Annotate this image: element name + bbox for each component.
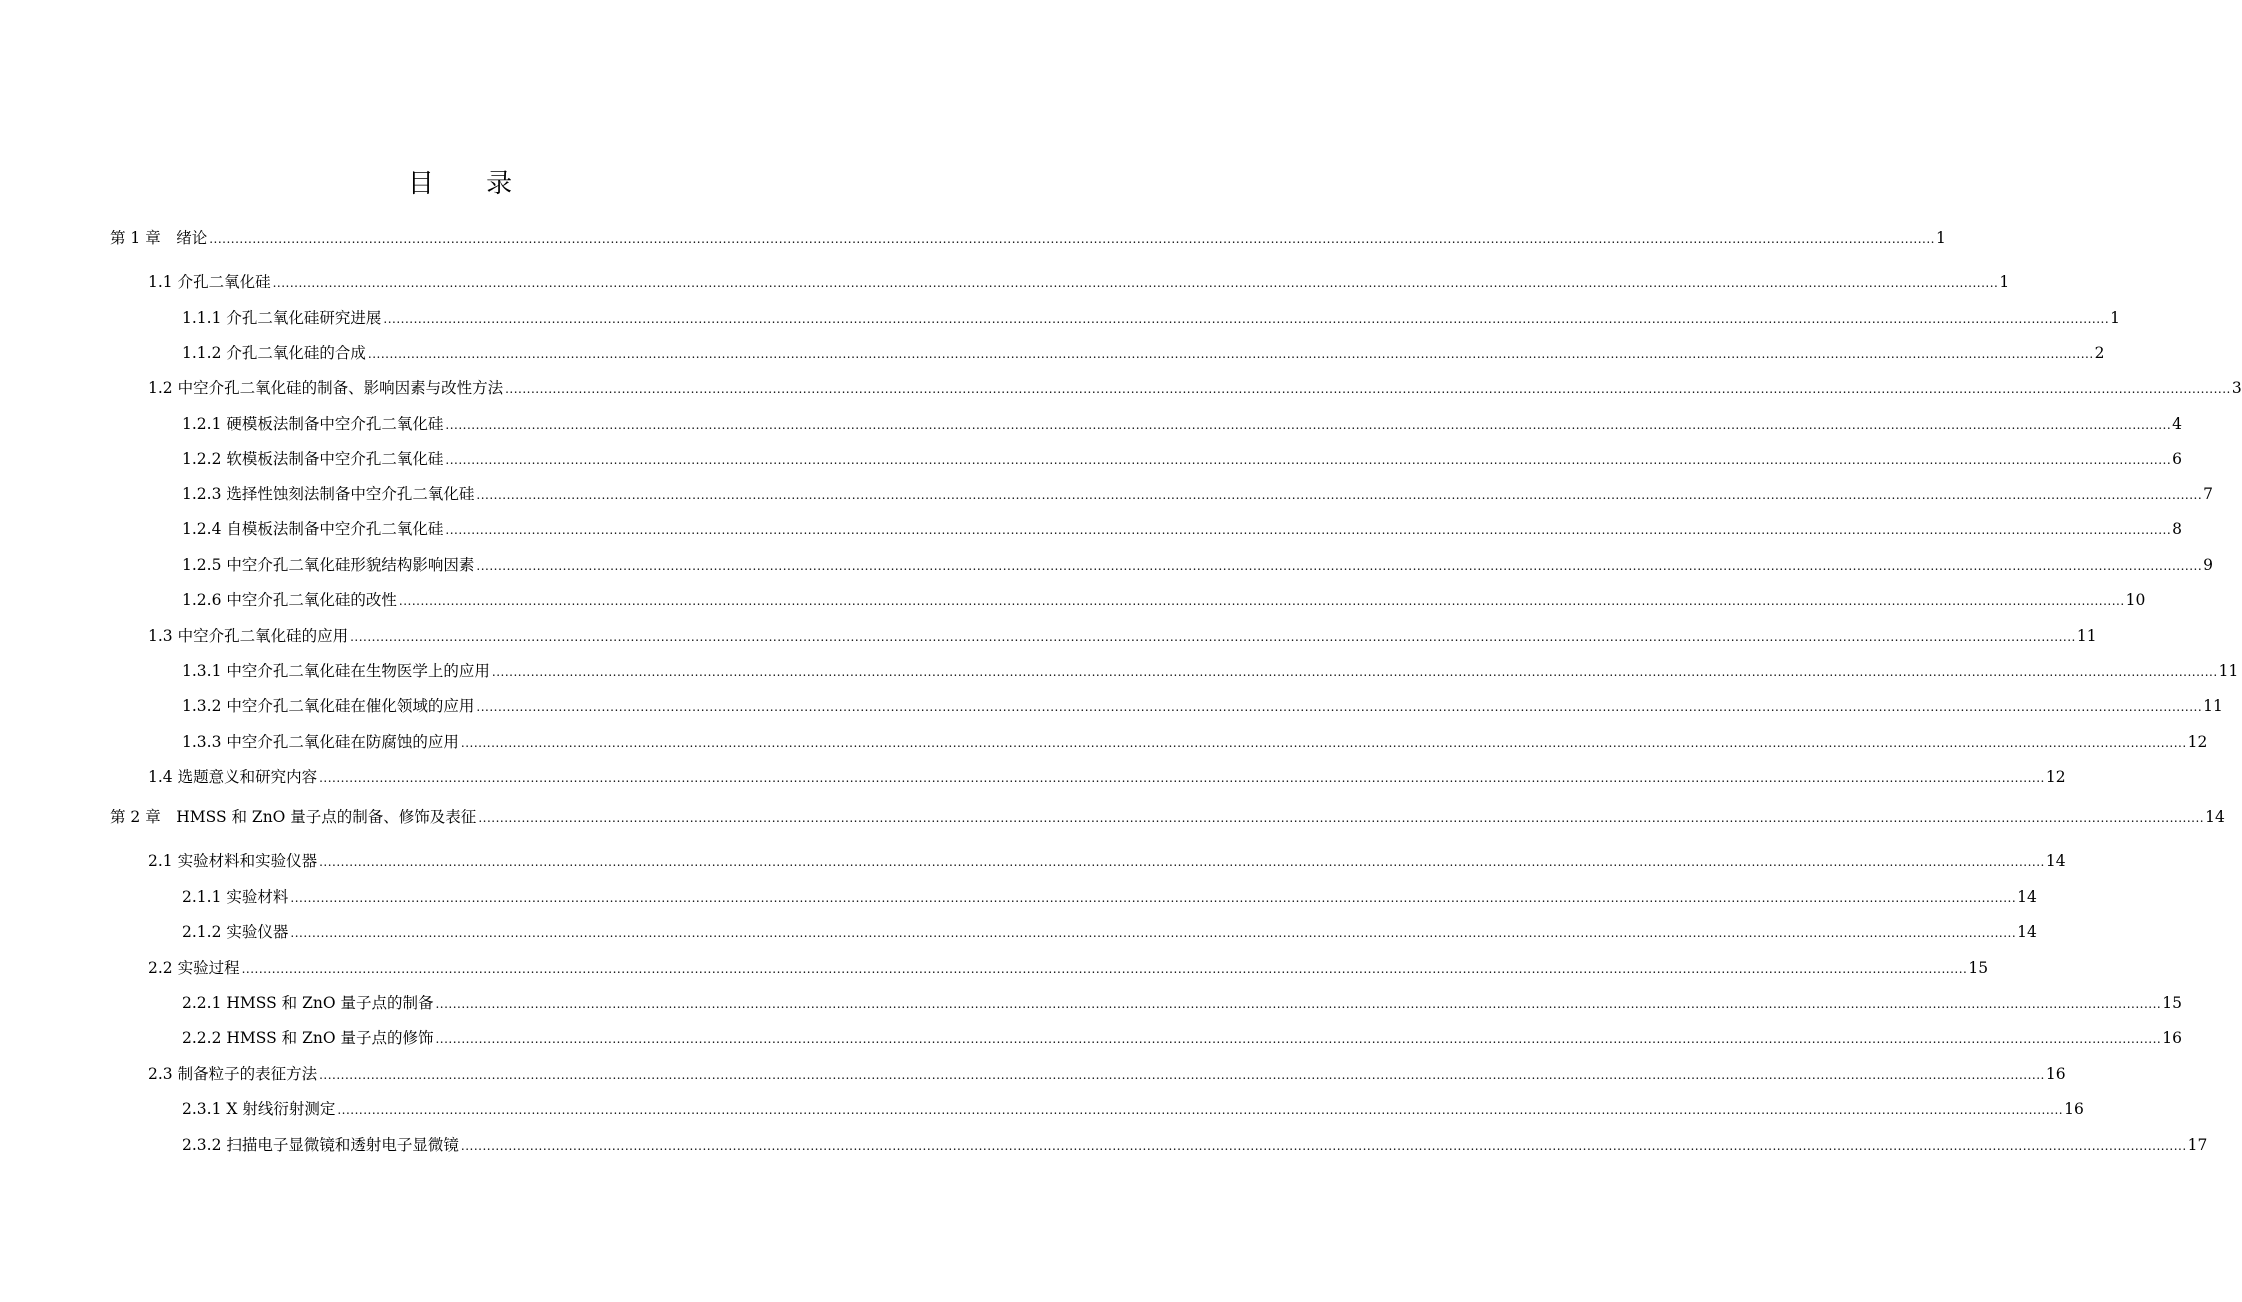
toc-entry-page: 1 <box>2110 309 2121 327</box>
toc-entry <box>148 625 2097 647</box>
toc-entry <box>182 448 2183 470</box>
toc-leader-dots: ................................................................................................................................................................................................................................................................................................................................................................................................................ <box>241 962 1968 976</box>
toc-leader-dots: ................................................................................................................................................................................................................................................................................................................................................................................................................ <box>435 997 2162 1011</box>
toc-leader-dots: ................................................................................................................................................................................................................................................................................................................................................................................................................ <box>209 232 1935 246</box>
toc-entry <box>148 271 2010 293</box>
toc-entry <box>148 957 1989 979</box>
toc-leader-dots: ................................................................................................................................................................................................................................................................................................................................................................................................................ <box>445 418 2172 432</box>
toc-entry-title: 1.3.2 中空介孔二氧化硅在催化领域的应用 <box>182 697 475 715</box>
toc-leader-dots: ................................................................................................................................................................................................................................................................................................................................................................................................................ <box>337 1103 2064 1117</box>
toc-entry-page: 2 <box>2094 344 2105 362</box>
toc-entry-title: 1.2.3 选择性蚀刻法制备中空介孔二氧化硅 <box>182 485 475 503</box>
toc-entry-page: 12 <box>2045 768 2066 786</box>
toc-leader-dots: ................................................................................................................................................................................................................................................................................................................................................................................................................ <box>398 594 2125 608</box>
toc-entry-page: 8 <box>2172 520 2183 538</box>
toc-leader-dots: ................................................................................................................................................................................................................................................................................................................................................................................................................ <box>460 736 2187 750</box>
toc-entry-title: 1.3.1 中空介孔二氧化硅在生物医学上的应用 <box>182 662 490 680</box>
toc-entry <box>182 413 2183 435</box>
toc-entry-page: 6 <box>2172 450 2183 468</box>
toc-entry-title: 1.1.2 介孔二氧化硅的合成 <box>182 344 366 362</box>
toc-leader-dots: ................................................................................................................................................................................................................................................................................................................................................................................................................ <box>319 855 2045 869</box>
toc-entry-page: 11 <box>2218 662 2239 680</box>
toc-entry-title: 第 1 章 绪论 <box>110 229 208 247</box>
toc-entry <box>182 695 2223 717</box>
toc-leader-dots: ................................................................................................................................................................................................................................................................................................................................................................................................................ <box>272 276 1999 290</box>
toc-leader-dots: ................................................................................................................................................................................................................................................................................................................................................................................................................ <box>319 771 2045 785</box>
toc-entry-title: 2.2.2 HMSS 和 ZnO 量子点的修饰 <box>182 1029 434 1047</box>
toc-leader-dots: ................................................................................................................................................................................................................................................................................................................................................................................................................ <box>445 453 2172 467</box>
toc-entry <box>182 1134 2208 1156</box>
toc-entry-title: 1.1.1 介孔二氧化硅研究进展 <box>182 309 382 327</box>
toc-leader-dots: ................................................................................................................................................................................................................................................................................................................................................................................................................ <box>491 665 2218 679</box>
toc-leader-dots: ................................................................................................................................................................................................................................................................................................................................................................................................................ <box>505 382 2231 396</box>
toc-entry-page: 16 <box>2064 1100 2084 1118</box>
toc-entry-page: 4 <box>2172 415 2183 433</box>
toc-entry-title: 2.2.1 HMSS 和 ZnO 量子点的制备 <box>182 994 434 1012</box>
toc-entry-page: 16 <box>2162 1029 2182 1047</box>
toc-entry <box>182 1027 2182 1049</box>
toc-entry <box>182 518 2183 540</box>
toc-leader-dots: ................................................................................................................................................................................................................................................................................................................................................................................................................ <box>290 891 2017 905</box>
toc-entry <box>182 731 2208 753</box>
toc-leader-dots: ................................................................................................................................................................................................................................................................................................................................................................................................................ <box>476 559 2203 573</box>
toc-entry <box>182 342 2105 364</box>
toc-leader-dots: ................................................................................................................................................................................................................................................................................................................................................................................................................ <box>445 523 2172 537</box>
toc-entry-title: 1.1 介孔二氧化硅 <box>148 273 271 291</box>
toc-entry-title: 2.1.2 实验仪器 <box>182 923 289 941</box>
toc-leader-dots: ................................................................................................................................................................................................................................................................................................................................................................................................................ <box>319 1068 2045 1082</box>
toc-entry <box>148 850 2066 872</box>
toc-entry <box>182 554 2214 576</box>
toc-entry-title: 2.1 实验材料和实验仪器 <box>148 852 318 870</box>
toc-leader-dots: ................................................................................................................................................................................................................................................................................................................................................................................................................ <box>290 926 2017 940</box>
toc-entry-page: 11 <box>2076 627 2097 645</box>
toc-entry-title: 第 2 章 HMSS 和 ZnO 量子点的制备、修饰及表征 <box>110 808 477 826</box>
toc-leader-dots: ................................................................................................................................................................................................................................................................................................................................................................................................................ <box>478 811 2205 825</box>
toc-entry-title: 1.4 选题意义和研究内容 <box>148 768 318 786</box>
toc-entry <box>182 886 2037 908</box>
toc-entry <box>182 1098 2084 1120</box>
toc-entry-page: 11 <box>2203 697 2223 715</box>
toc-entry-page: 14 <box>2017 888 2037 906</box>
toc-entry-title: 1.2.6 中空介孔二氧化硅的改性 <box>182 591 397 609</box>
toc-entry-page: 7 <box>2203 485 2214 503</box>
toc-entry-page: 16 <box>2045 1065 2066 1083</box>
toc-entry <box>110 806 2225 828</box>
toc-entry <box>182 992 2182 1014</box>
toc-entry <box>148 766 2066 788</box>
toc-entry-title: 1.2 中空介孔二氧化硅的制备、影响因素与改性方法 <box>148 379 504 397</box>
toc-entry-title: 1.2.2 软模板法制备中空介孔二氧化硅 <box>182 450 444 468</box>
toc-entry-page: 1 <box>1999 273 2010 291</box>
toc-entry-title: 1.2.1 硬模板法制备中空介孔二氧化硅 <box>182 415 444 433</box>
toc-entry <box>182 660 2239 682</box>
toc-entry <box>110 227 1946 249</box>
toc-leader-dots: ................................................................................................................................................................................................................................................................................................................................................................................................................ <box>367 347 2094 361</box>
toc-entry-title: 1.2.5 中空介孔二氧化硅形貌结构影响因素 <box>182 556 475 574</box>
toc-entry-page: 12 <box>2187 733 2208 751</box>
toc-entry-page: 15 <box>2162 994 2182 1012</box>
toc-leader-dots: ................................................................................................................................................................................................................................................................................................................................................................................................................ <box>460 1139 2187 1153</box>
toc-entry-title: 2.2 实验过程 <box>148 959 240 977</box>
toc-entry-page: 14 <box>2205 808 2225 826</box>
toc-entry-page: 1 <box>1936 229 1946 247</box>
toc-entry-title: 1.3 中空介孔二氧化硅的应用 <box>148 627 349 645</box>
toc-entry-page: 10 <box>2125 591 2146 609</box>
toc-entry-page: 14 <box>2045 852 2066 870</box>
toc-entry-page: 14 <box>2017 923 2037 941</box>
toc-entry <box>182 589 2146 611</box>
page-title: 目 录 <box>407 169 535 199</box>
toc-entry-page: 3 <box>2231 379 2242 397</box>
toc-entry-page: 9 <box>2203 556 2214 574</box>
toc-entry-title: 2.3.1 X 射线衍射测定 <box>182 1100 336 1118</box>
toc-entry <box>182 307 2121 329</box>
toc-entry-title: 2.1.1 实验材料 <box>182 888 289 906</box>
toc-leader-dots: ................................................................................................................................................................................................................................................................................................................................................................................................................ <box>383 312 2110 326</box>
toc-leader-dots: ................................................................................................................................................................................................................................................................................................................................................................................................................ <box>350 630 2076 644</box>
toc-entry-title: 2.3 制备粒子的表征方法 <box>148 1065 318 1083</box>
toc-entry-title: 1.3.3 中空介孔二氧化硅在防腐蚀的应用 <box>182 733 459 751</box>
toc-entry <box>148 377 2242 399</box>
toc-leader-dots: ................................................................................................................................................................................................................................................................................................................................................................................................................ <box>476 700 2203 714</box>
toc-entry-title: 2.3.2 扫描电子显微镜和透射电子显微镜 <box>182 1136 459 1154</box>
toc-leader-dots: ................................................................................................................................................................................................................................................................................................................................................................................................................ <box>476 488 2203 502</box>
toc-entry-page: 15 <box>1968 959 1989 977</box>
toc-entry-page: 17 <box>2187 1136 2208 1154</box>
toc-leader-dots: ................................................................................................................................................................................................................................................................................................................................................................................................................ <box>435 1032 2162 1046</box>
toc-entry <box>182 921 2037 943</box>
toc-entry <box>148 1063 2066 1085</box>
toc-entry <box>182 483 2214 505</box>
toc-entry-title: 1.2.4 自模板法制备中空介孔二氧化硅 <box>182 520 444 538</box>
